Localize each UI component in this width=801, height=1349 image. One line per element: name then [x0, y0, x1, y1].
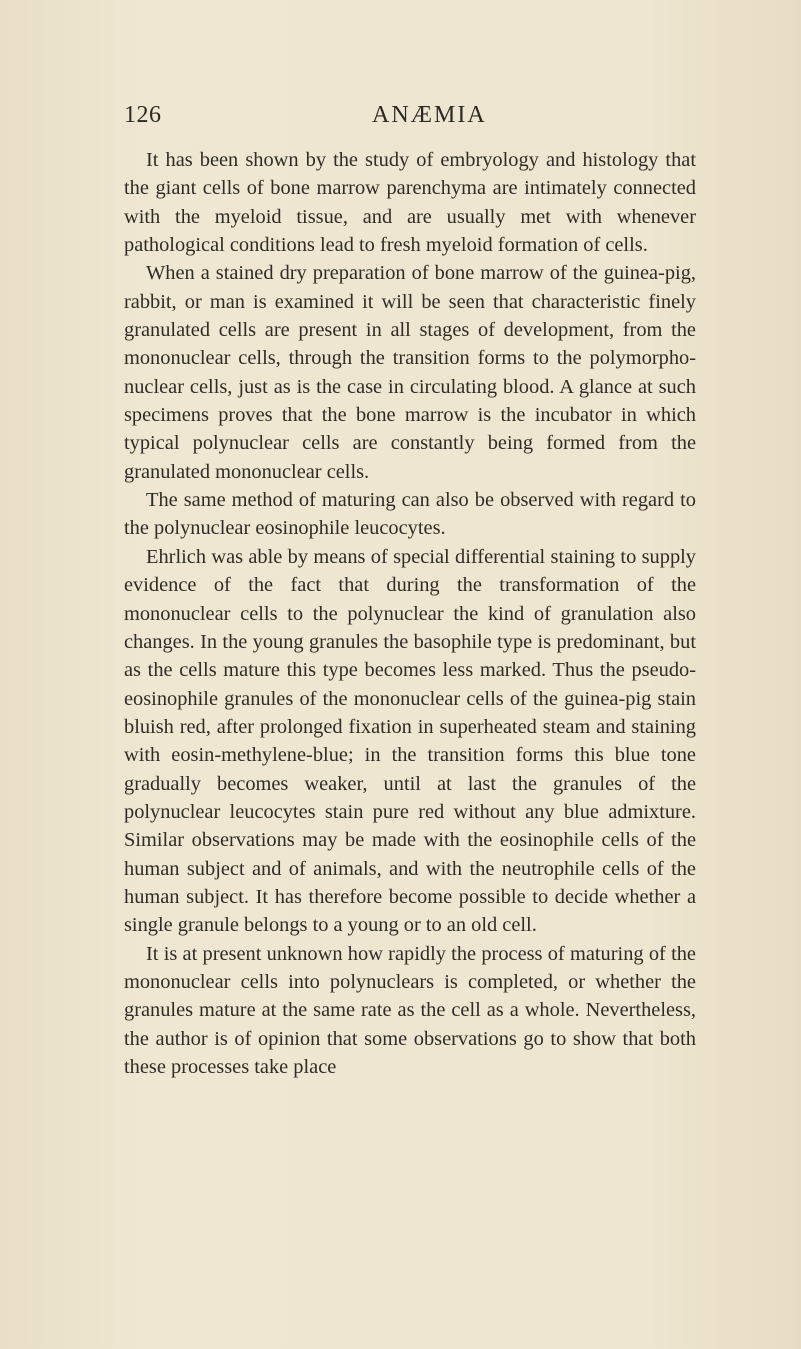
paragraph-maturing-rate: It is at present unknown how rapidly the process of maturing of the mononuclear cells into polynuclears is completed, or whether the granules mature at the same rate as the cell as a whole. Nevertheless, the author is of opinion that some observations go to show that both these processes take place [124, 942, 696, 1078]
body-text [124, 146, 696, 1081]
paragraph-giant-cells: It has been shown by the study of embryology and histology that the giant cells of bone marrow parenchyma are intimately connected with the myeloid tissue, and are usually met with whenever pathological conditions lead to fresh myeloid formation of cells. [124, 149, 696, 257]
paragraph-ehrlich-staining: Ehrlich was able by means of special differential staining to supply evidence of the fact that during the transformation of the mononuclear cells to the polynuclear the kind of granulation also changes. In the young granules the basophile type is predominant, but as the cells mature this type becomes less marked. Thus the pseudo-eosinophile granules of the mononuclear cells of the guinea-pig stain bluish red, after prolonged fixation in superheated steam and staining with eosin-methylene-blue; in the transition forms this blue tone gradually becomes weaker, until at last the granules of the polynuclear leucocytes stain pure red without any blue admixture. Similar observations may be made with the eosinophile cells of the human subject and of animals, and with the neutrophile cells of the human subject. It has therefore become possible to decide whether a single granule belongs to a young or to an old cell. [124, 545, 696, 937]
running-head: ANÆMIA [372, 102, 487, 128]
paragraph-eosinophile-maturing: The same method of maturing can also be observed with regard to the polynuclear eosinophile leucocytes. [124, 489, 696, 540]
page-number: 126 [124, 102, 162, 128]
paragraph-stained-preparation: When a stained dry preparation of bone marrow of the guinea-pig, rabbit, or man is examined it will be seen that characteristic finely granulated cells are present in all stages of development, from the mononuclear cells, through the transition forms to the polymorpho-nuclear cells, just as is the case in circulating blood. A glance at such specimens proves that the bone marrow is the incubator in which typical polynuclear cells are constantly being formed from the granulated mononuclear cells. [124, 262, 696, 483]
page-header [124, 100, 694, 134]
